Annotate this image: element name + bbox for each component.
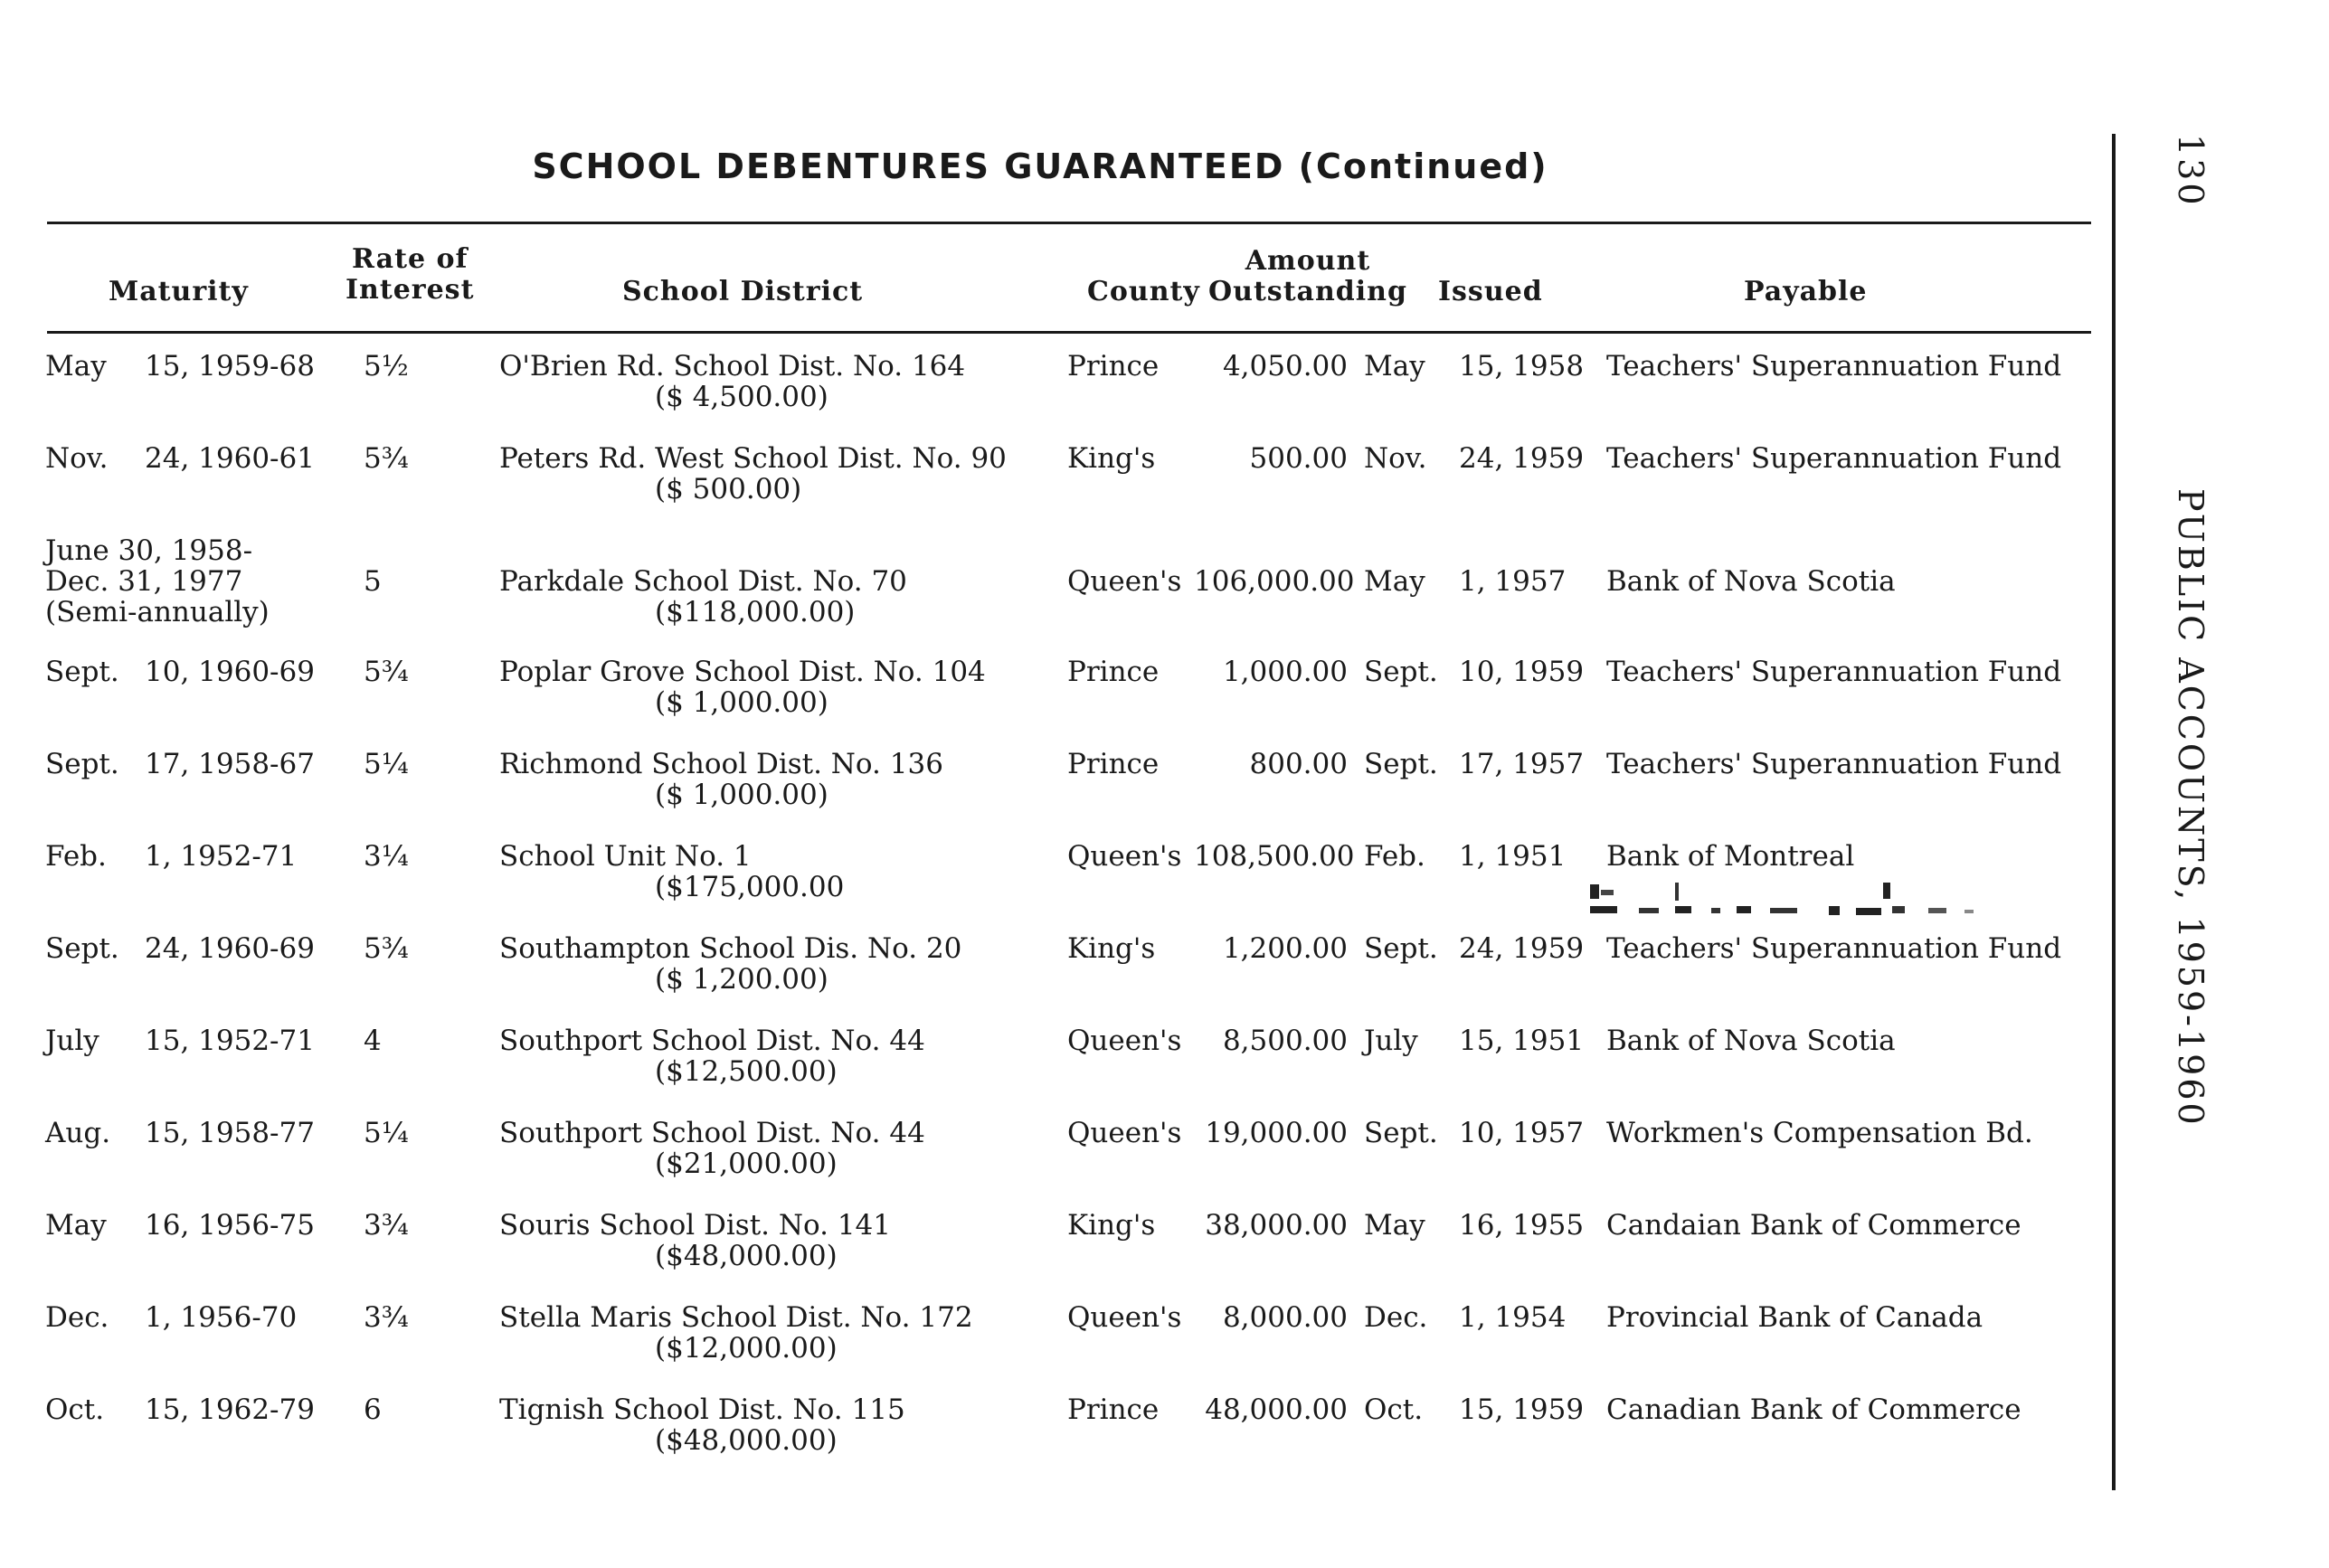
page-title: SCHOOL DEBENTURES GUARANTEED (Continued) [532, 146, 1548, 186]
county-cell: Prince [1067, 350, 1160, 383]
running-title: PUBLIC ACCOUNTS, 1959-1960 [2171, 488, 2211, 1128]
county-cell: Queen's [1067, 840, 1182, 873]
maturity-cell: Nov. 24, 1960-61 [45, 442, 315, 475]
header-rate-line1: Rate of [352, 243, 469, 275]
maturity-cell: Aug. 15, 1958-77 [45, 1117, 315, 1149]
amount-cell: 108,500.00 [1194, 840, 1355, 873]
rate-cell: 5¼ [364, 748, 409, 780]
payable-cell: Teachers' Superannuation Fund [1606, 748, 2062, 780]
amount-cell: 500.00 [1249, 442, 1348, 475]
county-cell: King's [1067, 1209, 1156, 1242]
rate-cell: 5¾ [364, 656, 409, 688]
rate-cell: 3¾ [364, 1209, 409, 1242]
header-rate [346, 244, 474, 306]
table-row [0, 656, 2107, 749]
payable-cell: Bank of Nova Scotia [1606, 565, 1896, 598]
maturity-cell: Sept. 17, 1958-67 [45, 748, 315, 780]
table-row [0, 933, 2107, 1025]
district-cell: Peters Rd. West School Dist. No. 90 ($ 500.00) [499, 442, 1007, 505]
district-cell: O'Brien Rd. School Dist. No. 164 ($ 4,500.00) [499, 350, 966, 413]
rate-cell: 5½ [364, 350, 409, 383]
maturity-cell: May 16, 1956-75 [45, 1209, 315, 1242]
district-cell: Stella Maris School Dist. No. 172 ($12,000.00) [499, 1301, 973, 1365]
scan-smudge [1585, 879, 2091, 924]
maturity-cell: Oct. 15, 1962-79 [45, 1393, 315, 1426]
payable-cell: Teachers' Superannuation Fund [1606, 442, 2062, 475]
amount-cell: 19,000.00 [1205, 1117, 1348, 1149]
header-amount-line1: Amount [1245, 245, 1371, 277]
maturity-cell: Sept. 10, 1960-69 [45, 656, 315, 688]
county-cell: Queen's [1067, 565, 1182, 598]
amount-cell: 38,000.00 [1205, 1209, 1348, 1242]
amount-cell: 1,000.00 [1222, 656, 1348, 688]
issued-cell: Oct. 15, 1959 [1364, 1393, 1585, 1426]
table-row [0, 535, 2107, 656]
header-county: County [1087, 276, 1200, 307]
district-cell: Parkdale School Dist. No. 70 ($118,000.00) [499, 565, 907, 628]
top-rule [47, 222, 2091, 224]
issued-cell: Sept. 10, 1957 [1364, 1117, 1585, 1149]
rate-cell: 3¼ [364, 840, 409, 873]
amount-cell: 48,000.00 [1205, 1393, 1348, 1426]
header-maturity: Maturity [109, 276, 249, 307]
payable-cell: Workmen's Compensation Bd. [1606, 1117, 2033, 1149]
rate-cell: 6 [364, 1393, 382, 1426]
county-cell: Queen's [1067, 1117, 1182, 1149]
rate-cell: 4 [364, 1025, 382, 1057]
issued-cell: Nov. 24, 1959 [1364, 442, 1585, 475]
amount-cell: 106,000.00 [1194, 565, 1355, 598]
county-cell: Prince [1067, 1393, 1160, 1426]
district-cell: School Unit No. 1 ($175,000.00 [499, 840, 845, 903]
issued-cell: May 15, 1958 [1364, 350, 1585, 383]
table-row [0, 1302, 2107, 1394]
rate-cell: 5¾ [364, 442, 409, 475]
maturity-cell: Feb. 1, 1952-71 [45, 840, 298, 873]
issued-cell: Sept. 10, 1959 [1364, 656, 1585, 688]
payable-cell: Candaian Bank of Commerce [1606, 1209, 2021, 1242]
county-cell: King's [1067, 932, 1156, 965]
table-row [0, 351, 2107, 443]
district-cell: Southport School Dist. No. 44 ($12,500.00) [499, 1025, 925, 1088]
county-cell: Prince [1067, 656, 1160, 688]
amount-cell: 8,000.00 [1222, 1301, 1348, 1334]
header-school-district: School District [622, 276, 864, 307]
county-cell: Queen's [1067, 1301, 1182, 1334]
payable-cell: Teachers' Superannuation Fund [1606, 350, 2062, 383]
issued-cell: Feb. 1, 1951 [1364, 840, 1567, 873]
issued-cell: Sept. 24, 1959 [1364, 932, 1585, 965]
amount-cell: 800.00 [1249, 748, 1348, 780]
district-cell: Richmond School Dist. No. 136 ($ 1,000.00) [499, 748, 943, 811]
district-cell: Southampton School Dis. No. 20 ($ 1,200.00) [499, 932, 962, 996]
maturity-cell: June 30, 1958- Dec. 31, 1977 (Semi-annually) [45, 534, 270, 628]
amount-cell: 1,200.00 [1222, 932, 1348, 965]
issued-cell: May 1, 1957 [1364, 565, 1567, 598]
county-cell: Prince [1067, 748, 1160, 780]
maturity-cell: Sept. 24, 1960-69 [45, 932, 315, 965]
issued-cell: Sept. 17, 1957 [1364, 748, 1585, 780]
maturity-cell: July 15, 1952-71 [45, 1025, 315, 1057]
header-rate-line2: Interest [346, 274, 475, 306]
payable-cell: Teachers' Superannuation Fund [1606, 656, 2062, 688]
payable-cell: Canadian Bank of Commerce [1606, 1393, 2021, 1426]
issued-cell: May 16, 1955 [1364, 1209, 1585, 1242]
maturity-cell: Dec. 1, 1956-70 [45, 1301, 298, 1334]
margin-rule [2112, 134, 2116, 1490]
amount-cell: 8,500.00 [1222, 1025, 1348, 1057]
payable-cell: Bank of Montreal [1606, 840, 1855, 873]
district-cell: Souris School Dist. No. 141 ($48,000.00) [499, 1209, 891, 1272]
issued-cell: Dec. 1, 1954 [1364, 1301, 1567, 1334]
table-row [0, 1394, 2107, 1487]
payable-cell: Provincial Bank of Canada [1606, 1301, 1983, 1334]
district-cell: Poplar Grove School Dist. No. 104 ($ 1,000.00) [499, 656, 986, 719]
table-row [0, 749, 2107, 841]
rate-cell: 3¾ [364, 1301, 409, 1334]
district-cell: Tignish School Dist. No. 115 ($48,000.00) [499, 1393, 905, 1457]
district-cell: Southport School Dist. No. 44 ($21,000.00) [499, 1117, 925, 1180]
county-cell: King's [1067, 442, 1156, 475]
header-payable: Payable [1744, 276, 1868, 307]
table-row [0, 1210, 2107, 1302]
rate-cell: 5 [364, 565, 382, 598]
table-row [0, 443, 2107, 535]
maturity-cell: May 15, 1959-68 [45, 350, 315, 383]
rate-cell: 5¼ [364, 1117, 409, 1149]
header-issued: Issued [1438, 276, 1543, 307]
table-row [0, 1025, 2107, 1118]
page-number: 130 [2171, 134, 2211, 208]
header-rule [47, 331, 2091, 334]
header-amount [1208, 246, 1407, 307]
rate-cell: 5¾ [364, 932, 409, 965]
amount-cell: 4,050.00 [1222, 350, 1348, 383]
payable-cell: Teachers' Superannuation Fund [1606, 932, 2062, 965]
header-amount-line2: Outstanding [1208, 276, 1407, 307]
table-row [0, 1118, 2107, 1210]
county-cell: Queen's [1067, 1025, 1182, 1057]
payable-cell: Bank of Nova Scotia [1606, 1025, 1896, 1057]
issued-cell: July 15, 1951 [1364, 1025, 1585, 1057]
